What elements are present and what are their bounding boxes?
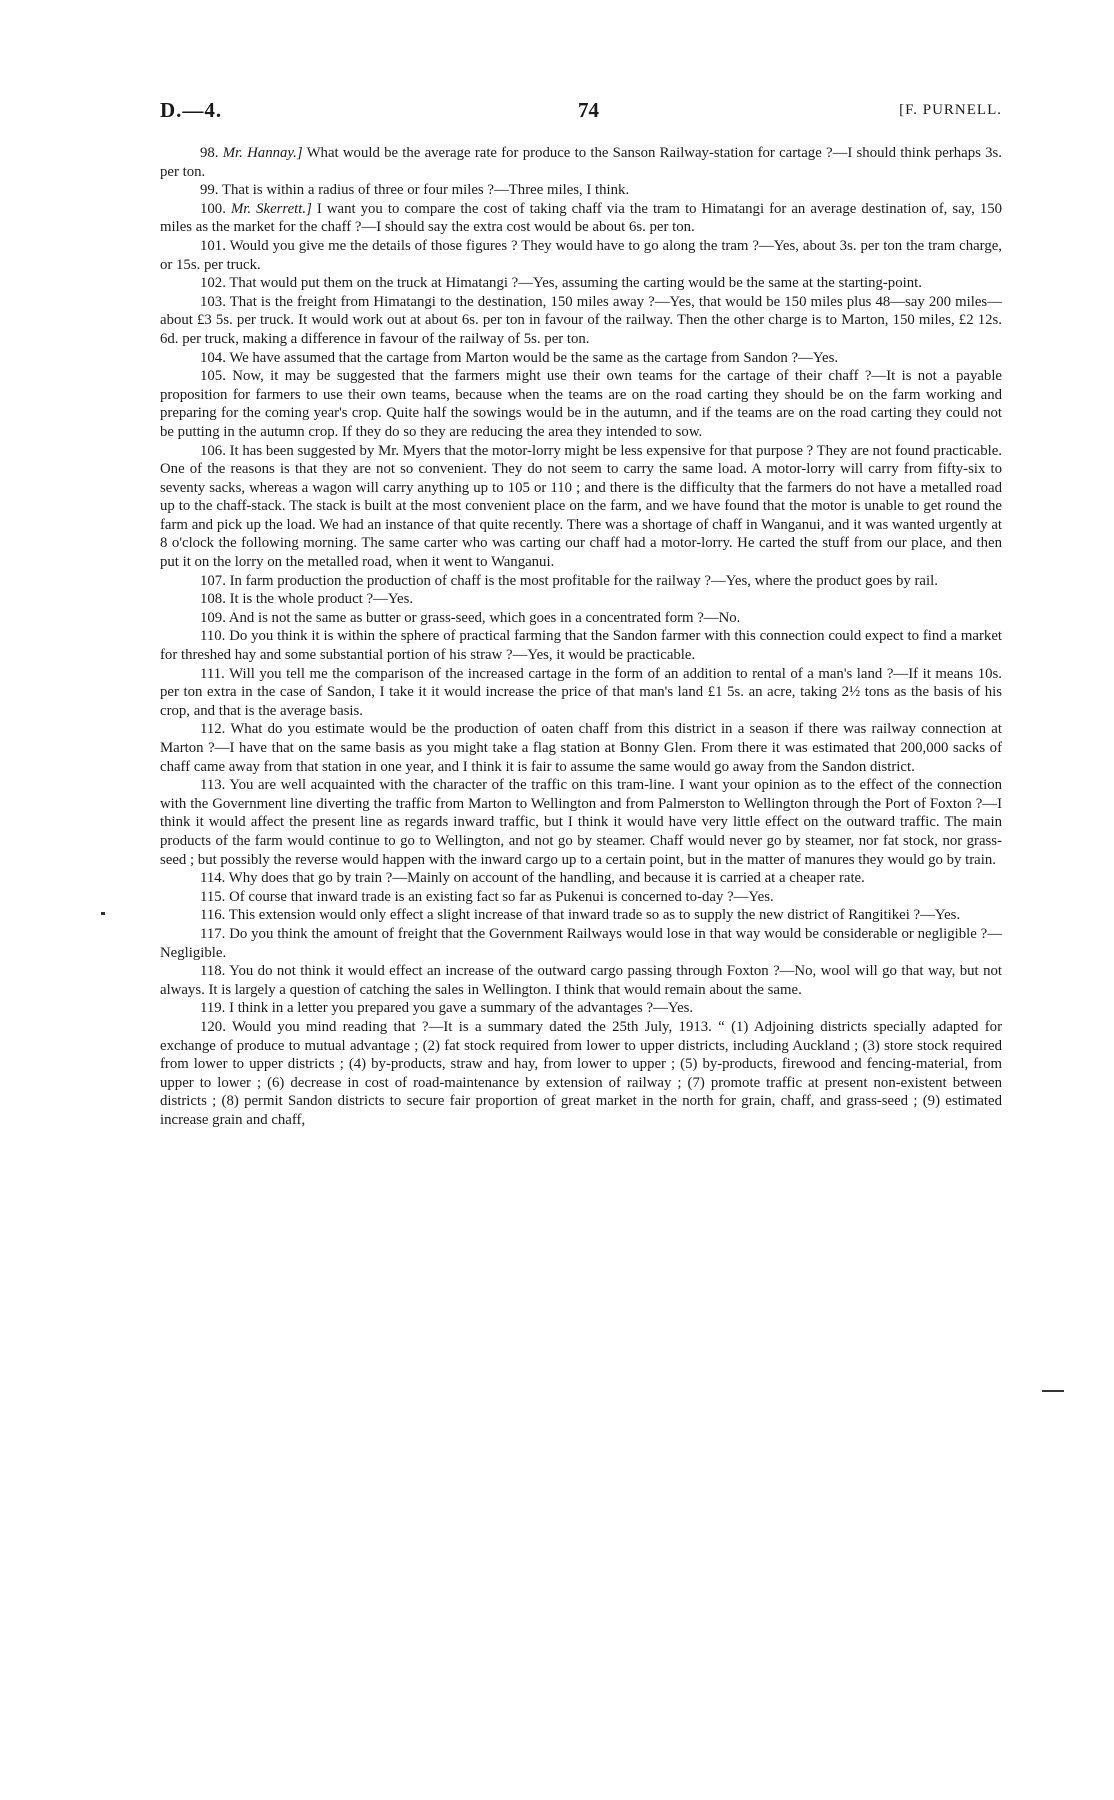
- speaker-name: Mr. Hannay.]: [222, 145, 303, 161]
- question-text: And is not the same as butter or grass-seed, which goes in a concentrated form ?—No.: [228, 609, 741, 626]
- question-number: 116.: [200, 907, 226, 924]
- question-number: 115.: [200, 888, 226, 905]
- question-text: Now, it may be suggested that the farmers might use their own teams for the cartage of their chaff ?—It is not a payable proposition for farmers to use their own teams, because when the teams are on the road carting they should be on the farm working and preparing for the coming year's crop. Quite half the sowings would be in the autumn, and if the teams are on the road carting they could not be putting in the autumn crop. If they do so they are reducing the area they intended to sow.: [160, 368, 1002, 440]
- page-header: [160, 98, 1002, 126]
- evidence-paragraph: [160, 144, 1002, 181]
- evidence-paragraph: [160, 888, 1002, 907]
- evidence-paragraph: [160, 200, 1002, 237]
- question-number: 110.: [200, 628, 226, 645]
- question-text: That is within a radius of three or four miles ?—Three miles, I think.: [221, 182, 630, 199]
- question-number: 113.: [200, 777, 226, 794]
- evidence-paragraph: [160, 962, 1002, 999]
- scan-mark: [1042, 1390, 1064, 1392]
- question-text: I want you to compare the cost of taking chaff via the tram to Himatangi for an average destination of, say, 150 miles as the market for the chaff ?—I should say the extra cost would be about 6s. per ton.: [160, 200, 1003, 236]
- evidence-paragraph: [160, 572, 1002, 591]
- evidence-paragraph: [160, 906, 1002, 925]
- question-text: Would you mind reading that ?—It is a summary dated the 25th July, 1913. “ (1) Adjoining districts specially adapted for exchange of produce to mutual advantage ; (2) fat stock required from lower to upper districts, including Auckland ; (3) store stock required from lower to upper districts ; (4) by-products, straw and hay, from lower to upper ; (5) by-products, firewood and fencing-material, from upper to lower ; (6) decrease in cost of road-maintenance by extension of railway ; (7) promote traffic at present non-existent between districts ; (8) permit Sandon districts to secure fair proportion of great market in the north for grain, chaff, and grass-seed ; (9) estimated increase grain and chaff,: [160, 1018, 1003, 1128]
- question-text: What would be the average rate for produce to the Sanson Railway-station for cartage ?—I should think perhaps 3s. per ton.: [160, 145, 1002, 180]
- evidence-paragraph: [160, 720, 1002, 776]
- question-number: 106.: [200, 442, 226, 459]
- question-text: I think in a letter you prepared you gave a summary of the advantages ?—Yes.: [229, 1000, 694, 1017]
- question-text: What do you estimate would be the production of oaten chaff from this district in a season if there was railway connection at Marton ?—I have that on the same basis as you might take a flag station at Bonny Glen. From there it was estimated that 200,000 sacks of chaff came away from that station in one year, and I think it is fair to assume the same would go away from the Sandon district.: [160, 721, 1002, 775]
- document-reference: D.—4.: [160, 98, 223, 122]
- speaker-name: Mr. Skerrett.]: [230, 200, 312, 217]
- question-text: Why does that go by train ?—Mainly on account of the handling, and because it is carried at a cheaper rate.: [228, 870, 865, 887]
- evidence-paragraph: [160, 293, 1002, 349]
- evidence-paragraph: [160, 349, 1002, 368]
- question-text: It has been suggested by Mr. Myers that the motor-lorry might be less expensive for that purpose ? They are not found practicable. One of the reasons is that they are not so convenient. They do not seem to carry the same load. A motor-lorry will carry from fifty-six to seventy sacks, whereas a wagon will carry anything up to 105 or 110 ; and there is the difficulty that the farmers do not have a metalled road up to the chaff-stack. The stack is built at the most convenient place on the farm, and we have found that the motor is unable to get round the farm and pick up the load. We had an instance of that quite recently. There was a shortage of chaff in Wanganui, and it was wanted urgently at 8 o'clock the following morning. The same carter who was carting our chaff had a motor-lorry. He carted the stuff from our place, and then put it on the lorry on the metalled road, when it went to Wanganui.: [160, 442, 1002, 571]
- question-text: Would you give me the details of those figures ? They would have to go along the tram ?—Yes, about 3s. per ton the tram charge, or 15s. per truck.: [160, 237, 1002, 273]
- question-number: 109.: [200, 609, 226, 626]
- evidence-paragraph: [160, 367, 1002, 441]
- witness-name: [F. PURNELL.: [899, 102, 1002, 118]
- evidence-paragraph: [160, 665, 1002, 721]
- question-text: You do not think it would effect an increase of the outward cargo passing through Foxton ?—No, wool will go that way, but not always. It is largely a question of catching the sales in Wellington. I think that would remain about the same.: [160, 963, 1003, 998]
- question-text: You are well acquainted with the character of the traffic on this tram-line. I want your opinion as to the effect of the connection with the Government line diverting the traffic from Marton to Wellington and from Palmerston to Wellington through the Port of Foxton ?—I think it would affect the present line as regards inward traffic, but I think it would have very little effect on the outward traffic. The main products of the farm would continue to go to Wellington, and not go by steamer. Chaff would never go by steamer, nor fat stock, nor grass-seed ; but possibly the reverse would happen with the inward cargo up to a certain point, but in the matter of manures they would go by train.: [160, 777, 1002, 868]
- evidence-paragraph: [160, 442, 1002, 572]
- question-number: 108.: [200, 591, 226, 608]
- question-number: 102.: [200, 275, 226, 292]
- evidence-paragraph: [160, 237, 1002, 274]
- evidence-paragraph: [160, 776, 1002, 869]
- question-text: That is the freight from Himatangi to the destination, 150 miles away ?—Yes, that would be 150 miles plus 48—say 200 miles—about £3 5s. per truck. It would work out at about 6s. per ton in favour of the railway. Then the other charge is to Marton, 150 miles, £2 12s. 6d. per truck, making a difference in favour of the railway of 5s. per ton.: [160, 293, 1002, 347]
- question-number: 105.: [200, 368, 226, 385]
- scan-speck: [101, 912, 105, 915]
- question-number: 103.: [200, 293, 226, 310]
- question-number: 107.: [200, 572, 226, 589]
- question-text: Will you tell me the comparison of the increased cartage in the form of an addition to rental of a man's land ?—If it means 10s. per ton extra in the case of Sandon, I take it it would increase the price of that man's land £1 5s. an acre, taking 2½ tons as the basis of his crop, and that is the average basis.: [160, 665, 1002, 719]
- question-number: 117.: [200, 925, 226, 942]
- evidence-paragraph: [160, 590, 1002, 609]
- question-number: 101.: [200, 237, 226, 254]
- question-text: Do you think the amount of freight that the Government Railways would lose in that way would be considerable or negligible ?—Negligible.: [160, 925, 1002, 961]
- evidence-paragraph: [160, 999, 1002, 1018]
- evidence-paragraph: [160, 627, 1002, 664]
- question-number: 99.: [200, 182, 219, 199]
- question-number: 112.: [200, 721, 226, 738]
- evidence-paragraph: [160, 925, 1002, 962]
- evidence-paragraph: [160, 274, 1002, 293]
- question-number: 114.: [200, 870, 226, 887]
- question-number: 111.: [200, 665, 225, 682]
- question-number: 104.: [200, 349, 226, 366]
- question-number: 98.: [200, 145, 219, 161]
- question-number: 120.: [200, 1018, 226, 1035]
- question-number: 118.: [200, 963, 226, 980]
- question-number: 100.: [200, 200, 226, 217]
- evidence-body: [160, 144, 1002, 1129]
- question-text: This extension would only effect a slight increase of that inward trade so as to supply the new district of Rangitikei ?—Yes.: [228, 907, 961, 924]
- question-text: We have assumed that the cartage from Marton would be the same as the cartage from Sandon ?—Yes.: [229, 349, 839, 366]
- question-text: It is the whole product ?—Yes.: [229, 591, 414, 608]
- evidence-paragraph: [160, 869, 1002, 888]
- evidence-paragraph: [160, 181, 1002, 200]
- question-text: Of course that inward trade is an existing fact so far as Pukenui is concerned to-day ?—Yes.: [229, 888, 774, 905]
- question-text: Do you think it is within the sphere of practical farming that the Sandon farmer with this connection could expect to find a market for threshed hay and some substantial portion of his straw ?—Yes, it would be practicable.: [160, 628, 1003, 664]
- page-number: 74: [578, 98, 599, 122]
- evidence-paragraph: [160, 609, 1002, 628]
- question-text: In farm production the production of chaff is the most profitable for the railway ?—Yes, where the product goes by rail.: [229, 572, 938, 589]
- question-number: 119.: [200, 1000, 226, 1017]
- evidence-paragraph: [160, 1018, 1002, 1130]
- question-text: That would put them on the truck at Himatangi ?—Yes, assuming the carting would be the same at the starting-point.: [229, 275, 922, 292]
